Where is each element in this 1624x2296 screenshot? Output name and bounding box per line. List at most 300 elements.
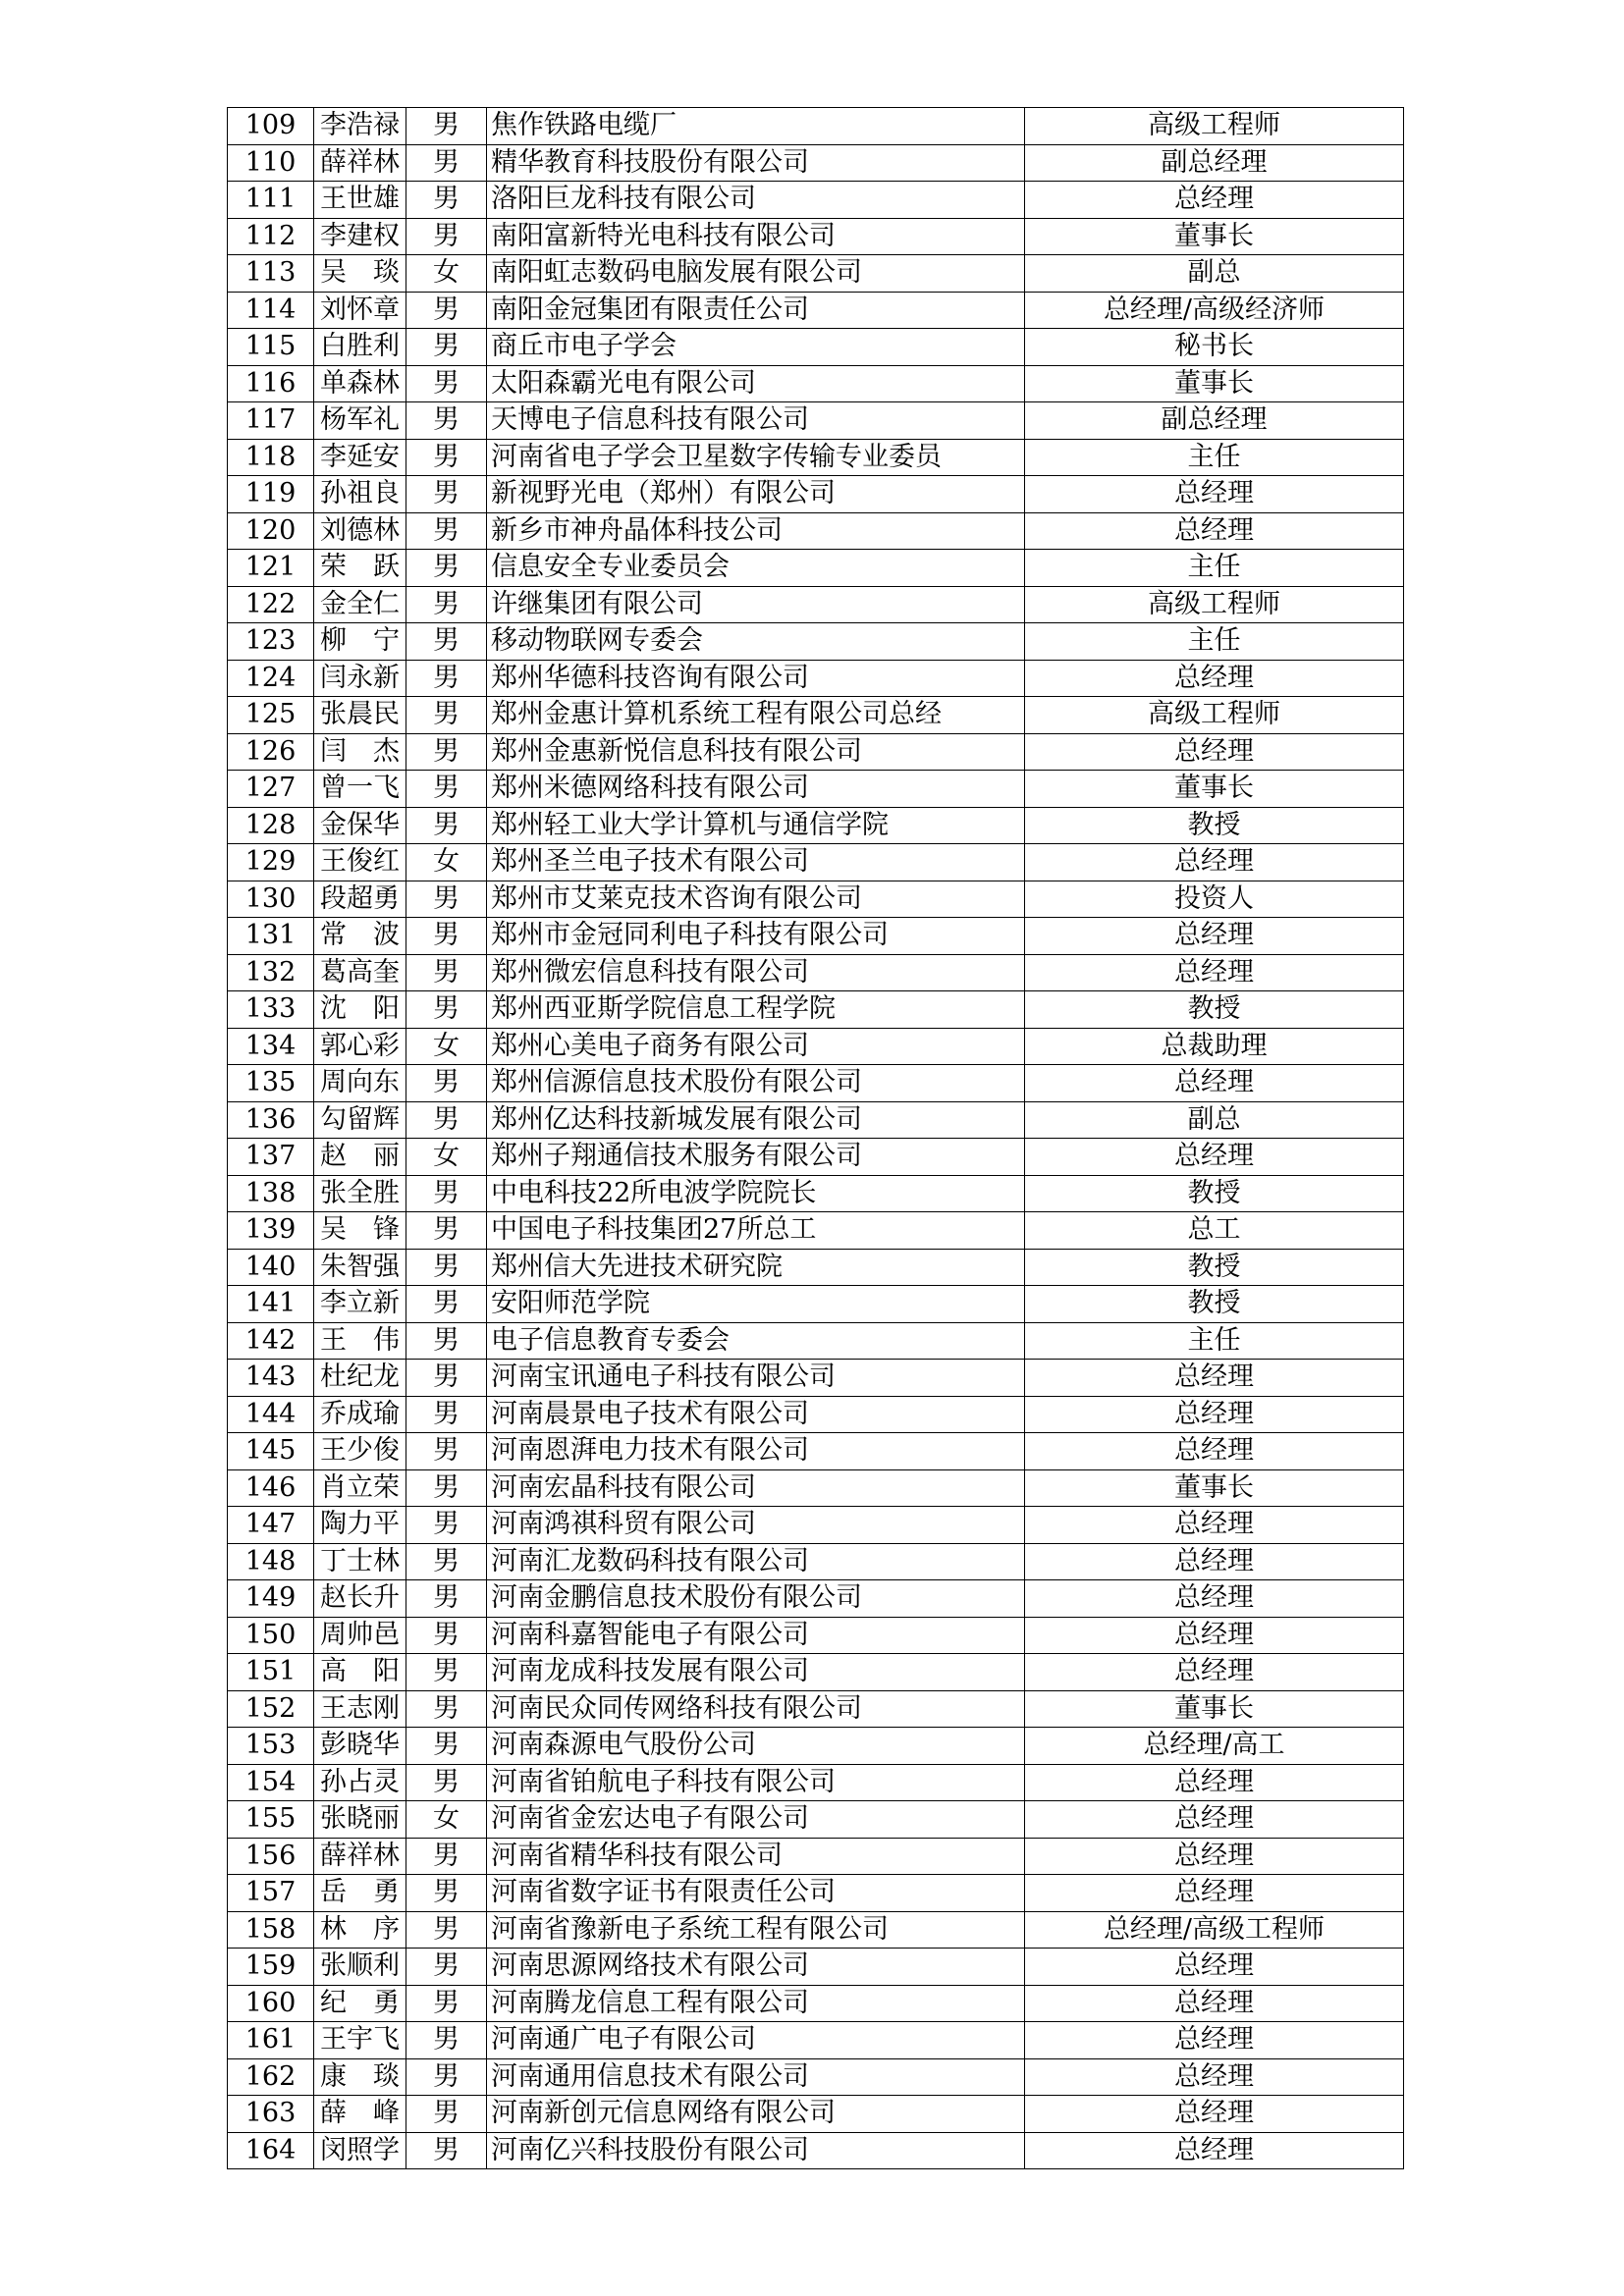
member-organization: 南阳虹志数码电脑发展有限公司 (487, 255, 1025, 293)
member-name: 王少俊 (314, 1433, 406, 1470)
member-gender: 男 (406, 2096, 487, 2133)
member-gender: 男 (406, 1728, 487, 1765)
row-number: 159 (228, 1949, 314, 1986)
row-number: 155 (228, 1801, 314, 1839)
table-row (228, 1396, 1404, 1433)
table-row (228, 807, 1404, 844)
row-number: 113 (228, 255, 314, 293)
member-name: 孙占灵 (314, 1764, 406, 1801)
member-name: 曾一飞 (314, 771, 406, 808)
member-title: 教授 (1025, 991, 1404, 1029)
member-gender: 男 (406, 144, 487, 182)
row-number: 145 (228, 1433, 314, 1470)
member-name: 康 琰 (314, 2058, 406, 2096)
member-gender: 男 (406, 1911, 487, 1949)
table-row (228, 292, 1404, 329)
member-name: 李延安 (314, 439, 406, 476)
row-number: 138 (228, 1175, 314, 1212)
member-title: 教授 (1025, 1249, 1404, 1286)
table-row (228, 1507, 1404, 1544)
table-row (228, 144, 1404, 182)
member-gender: 女 (406, 1139, 487, 1176)
member-name: 赵 丽 (314, 1139, 406, 1176)
table-row (228, 218, 1404, 255)
member-organization: 郑州信大先进技术研究院 (487, 1249, 1025, 1286)
table-row (228, 402, 1404, 440)
table-row (228, 991, 1404, 1029)
table-row (228, 1249, 1404, 1286)
member-title: 教授 (1025, 1175, 1404, 1212)
member-name: 沈 阳 (314, 991, 406, 1029)
row-number: 111 (228, 182, 314, 219)
row-number: 149 (228, 1580, 314, 1618)
member-organization: 河南省精华科技有限公司 (487, 1838, 1025, 1875)
member-name: 张全胜 (314, 1175, 406, 1212)
member-title: 总经理 (1025, 1875, 1404, 1912)
member-title: 总经理/高级经济师 (1025, 292, 1404, 329)
table-row (228, 1764, 1404, 1801)
member-gender: 男 (406, 1360, 487, 1397)
member-title: 总经理 (1025, 476, 1404, 513)
table-row (228, 1617, 1404, 1654)
row-number: 152 (228, 1690, 314, 1728)
member-name: 常 波 (314, 918, 406, 955)
table-row (228, 1101, 1404, 1139)
member-gender: 男 (406, 807, 487, 844)
member-organization: 信息安全专业委员会 (487, 550, 1025, 587)
row-number: 127 (228, 771, 314, 808)
member-organization: 郑州金惠新悦信息科技有限公司 (487, 733, 1025, 771)
member-title: 董事长 (1025, 1690, 1404, 1728)
row-number: 130 (228, 881, 314, 918)
member-title: 总经理 (1025, 1396, 1404, 1433)
member-organization: 河南思源网络技术有限公司 (487, 1949, 1025, 1986)
member-gender: 男 (406, 1764, 487, 1801)
row-number: 126 (228, 733, 314, 771)
table-row (228, 2096, 1404, 2133)
member-organization: 河南省豫新电子系统工程有限公司 (487, 1911, 1025, 1949)
member-organization: 河南鸿祺科贸有限公司 (487, 1507, 1025, 1544)
member-name: 朱智强 (314, 1249, 406, 1286)
row-number: 110 (228, 144, 314, 182)
table-row (228, 1360, 1404, 1397)
row-number: 121 (228, 550, 314, 587)
table-row (228, 365, 1404, 402)
row-number: 161 (228, 2022, 314, 2059)
member-organization: 河南省数字证书有限责任公司 (487, 1875, 1025, 1912)
member-organization: 郑州市艾莱克技术咨询有限公司 (487, 881, 1025, 918)
member-organization: 河南省电子学会卫星数字传输专业委员 (487, 439, 1025, 476)
member-name: 孙祖良 (314, 476, 406, 513)
member-organization: 郑州金惠计算机系统工程有限公司总经 (487, 697, 1025, 734)
row-number: 158 (228, 1911, 314, 1949)
table-row (228, 2022, 1404, 2059)
member-title: 总经理 (1025, 1360, 1404, 1397)
member-organization: 郑州米德网络科技有限公司 (487, 771, 1025, 808)
member-gender: 男 (406, 1507, 487, 1544)
row-number: 163 (228, 2096, 314, 2133)
row-number: 141 (228, 1286, 314, 1323)
table-row (228, 1322, 1404, 1360)
table-row (228, 1212, 1404, 1250)
member-gender: 男 (406, 292, 487, 329)
member-name: 王俊红 (314, 844, 406, 881)
member-title: 总经理 (1025, 844, 1404, 881)
member-gender: 男 (406, 1212, 487, 1250)
member-organization: 河南金鹏信息技术股份有限公司 (487, 1580, 1025, 1618)
member-gender: 男 (406, 2132, 487, 2169)
member-title: 总经理 (1025, 1580, 1404, 1618)
member-name: 柳 宁 (314, 623, 406, 661)
member-name: 葛高奎 (314, 954, 406, 991)
member-title: 总经理 (1025, 1433, 1404, 1470)
member-name: 张晓丽 (314, 1801, 406, 1839)
row-number: 119 (228, 476, 314, 513)
row-number: 137 (228, 1139, 314, 1176)
table-row (228, 2058, 1404, 2096)
member-name: 李立新 (314, 1286, 406, 1323)
member-organization: 中电科技22所电波学院院长 (487, 1175, 1025, 1212)
member-title: 董事长 (1025, 365, 1404, 402)
member-title: 教授 (1025, 807, 1404, 844)
table-row (228, 586, 1404, 623)
row-number: 151 (228, 1654, 314, 1691)
member-name: 张顺利 (314, 1949, 406, 1986)
row-number: 153 (228, 1728, 314, 1765)
member-gender: 男 (406, 1617, 487, 1654)
row-number: 136 (228, 1101, 314, 1139)
member-gender: 女 (406, 255, 487, 293)
row-number: 122 (228, 586, 314, 623)
member-name: 周帅邑 (314, 1617, 406, 1654)
member-title: 总经理 (1025, 1139, 1404, 1176)
member-name: 纪 勇 (314, 1985, 406, 2022)
table-row (228, 108, 1404, 145)
member-gender: 男 (406, 1654, 487, 1691)
member-gender: 女 (406, 1801, 487, 1839)
member-gender: 男 (406, 1396, 487, 1433)
member-gender: 男 (406, 550, 487, 587)
member-title: 总经理 (1025, 733, 1404, 771)
row-number: 120 (228, 512, 314, 550)
table-row (228, 1175, 1404, 1212)
member-title: 总经理 (1025, 1617, 1404, 1654)
row-number: 116 (228, 365, 314, 402)
member-title: 总经理 (1025, 1654, 1404, 1691)
member-name: 薛祥林 (314, 1838, 406, 1875)
member-organization: 河南科嘉智能电子有限公司 (487, 1617, 1025, 1654)
member-organization: 太阳森霸光电有限公司 (487, 365, 1025, 402)
member-name: 白胜利 (314, 329, 406, 366)
member-name: 林 序 (314, 1911, 406, 1949)
table-row (228, 1875, 1404, 1912)
row-number: 114 (228, 292, 314, 329)
member-title: 总经理 (1025, 954, 1404, 991)
member-gender: 男 (406, 1949, 487, 1986)
member-gender: 男 (406, 991, 487, 1029)
row-number: 132 (228, 954, 314, 991)
member-organization: 河南新创元信息网络有限公司 (487, 2096, 1025, 2133)
member-name: 李建权 (314, 218, 406, 255)
row-number: 150 (228, 1617, 314, 1654)
row-number: 139 (228, 1212, 314, 1250)
member-title: 高级工程师 (1025, 108, 1404, 145)
member-title: 主任 (1025, 550, 1404, 587)
member-organization: 郑州轻工业大学计算机与通信学院 (487, 807, 1025, 844)
table-row (228, 1838, 1404, 1875)
member-name: 刘德林 (314, 512, 406, 550)
row-number: 129 (228, 844, 314, 881)
member-name: 王宇飞 (314, 2022, 406, 2059)
member-name: 彭晓华 (314, 1728, 406, 1765)
row-number: 117 (228, 402, 314, 440)
member-organization: 南阳富新特光电科技有限公司 (487, 218, 1025, 255)
table-row (228, 1433, 1404, 1470)
table-row (228, 439, 1404, 476)
member-name: 闫 杰 (314, 733, 406, 771)
member-name: 岳 勇 (314, 1875, 406, 1912)
member-title: 总经理 (1025, 1985, 1404, 2022)
member-gender: 男 (406, 1101, 487, 1139)
member-organization: 移动物联网专委会 (487, 623, 1025, 661)
member-title: 副总 (1025, 1101, 1404, 1139)
row-number: 140 (228, 1249, 314, 1286)
member-title: 副总经理 (1025, 402, 1404, 440)
table-row (228, 623, 1404, 661)
member-title: 总经理 (1025, 182, 1404, 219)
member-organization: 河南通广电子有限公司 (487, 2022, 1025, 2059)
row-number: 128 (228, 807, 314, 844)
member-title: 总经理 (1025, 2096, 1404, 2133)
member-title: 高级工程师 (1025, 697, 1404, 734)
member-organization: 河南腾龙信息工程有限公司 (487, 1985, 1025, 2022)
member-organization: 安阳师范学院 (487, 1286, 1025, 1323)
row-number: 131 (228, 918, 314, 955)
member-organization: 河南宏晶科技有限公司 (487, 1469, 1025, 1507)
member-name: 周向东 (314, 1065, 406, 1102)
member-title: 总经理 (1025, 1838, 1404, 1875)
table-row (228, 733, 1404, 771)
table-row (228, 476, 1404, 513)
member-gender: 男 (406, 1985, 487, 2022)
member-gender: 男 (406, 623, 487, 661)
member-gender: 男 (406, 1322, 487, 1360)
table-row (228, 1985, 1404, 2022)
row-number: 146 (228, 1469, 314, 1507)
member-gender: 男 (406, 1065, 487, 1102)
member-organization: 河南宝讯通电子科技有限公司 (487, 1360, 1025, 1397)
member-organization: 商丘市电子学会 (487, 329, 1025, 366)
member-gender: 女 (406, 844, 487, 881)
member-name: 吴 琰 (314, 255, 406, 293)
row-number: 142 (228, 1322, 314, 1360)
member-organization: 河南亿兴科技股份有限公司 (487, 2132, 1025, 2169)
member-title: 主任 (1025, 439, 1404, 476)
table-row (228, 1286, 1404, 1323)
table-row (228, 329, 1404, 366)
member-name: 段超勇 (314, 881, 406, 918)
member-name: 杜纪龙 (314, 1360, 406, 1397)
member-name: 王志刚 (314, 1690, 406, 1728)
table-row (228, 1028, 1404, 1065)
member-title: 总经理 (1025, 2022, 1404, 2059)
member-title: 教授 (1025, 1286, 1404, 1323)
table-row (228, 844, 1404, 881)
table-row (228, 512, 1404, 550)
member-name: 金全仁 (314, 586, 406, 623)
member-name: 陶力平 (314, 1507, 406, 1544)
member-title: 总经理 (1025, 512, 1404, 550)
member-gender: 男 (406, 365, 487, 402)
member-gender: 男 (406, 733, 487, 771)
member-title: 总工 (1025, 1212, 1404, 1250)
member-title: 高级工程师 (1025, 586, 1404, 623)
member-title: 董事长 (1025, 771, 1404, 808)
row-number: 115 (228, 329, 314, 366)
member-title: 副总经理 (1025, 144, 1404, 182)
row-number: 156 (228, 1838, 314, 1875)
member-gender: 男 (406, 439, 487, 476)
member-organization: 河南通用信息技术有限公司 (487, 2058, 1025, 2096)
row-number: 135 (228, 1065, 314, 1102)
member-organization: 郑州子翔通信技术服务有限公司 (487, 1139, 1025, 1176)
table-row (228, 1690, 1404, 1728)
row-number: 147 (228, 1507, 314, 1544)
member-name: 薛 峰 (314, 2096, 406, 2133)
member-name: 薛祥林 (314, 144, 406, 182)
member-organization: 郑州圣兰电子技术有限公司 (487, 844, 1025, 881)
row-number: 160 (228, 1985, 314, 2022)
table-row (228, 550, 1404, 587)
member-organization: 新视野光电（郑州）有限公司 (487, 476, 1025, 513)
member-name: 闫永新 (314, 660, 406, 697)
member-name: 勾留辉 (314, 1101, 406, 1139)
member-rows (228, 108, 1404, 2169)
member-name: 张晨民 (314, 697, 406, 734)
member-title: 总经理 (1025, 1507, 1404, 1544)
member-gender: 男 (406, 476, 487, 513)
member-title: 副总 (1025, 255, 1404, 293)
member-gender: 男 (406, 182, 487, 219)
table-row (228, 1949, 1404, 1986)
row-number: 125 (228, 697, 314, 734)
member-gender: 男 (406, 881, 487, 918)
member-organization: 郑州市金冠同利电子科技有限公司 (487, 918, 1025, 955)
member-organization: 河南汇龙数码科技有限公司 (487, 1543, 1025, 1580)
member-gender: 男 (406, 1543, 487, 1580)
table-row (228, 1654, 1404, 1691)
member-name: 赵长升 (314, 1580, 406, 1618)
member-title: 总经理 (1025, 2058, 1404, 2096)
row-number: 144 (228, 1396, 314, 1433)
row-number: 123 (228, 623, 314, 661)
row-number: 162 (228, 2058, 314, 2096)
member-name: 李浩禄 (314, 108, 406, 145)
member-title: 投资人 (1025, 881, 1404, 918)
row-number: 124 (228, 660, 314, 697)
table-row (228, 660, 1404, 697)
member-name: 刘怀章 (314, 292, 406, 329)
member-organization: 郑州信源信息技术股份有限公司 (487, 1065, 1025, 1102)
row-number: 164 (228, 2132, 314, 2169)
member-gender: 男 (406, 2058, 487, 2096)
row-number: 143 (228, 1360, 314, 1397)
member-name: 肖立荣 (314, 1469, 406, 1507)
member-gender: 男 (406, 1249, 487, 1286)
member-title: 总经理 (1025, 660, 1404, 697)
row-number: 134 (228, 1028, 314, 1065)
member-name: 荣 跃 (314, 550, 406, 587)
row-number: 118 (228, 439, 314, 476)
member-gender: 男 (406, 402, 487, 440)
member-organization: 中国电子科技集团27所总工 (487, 1212, 1025, 1250)
member-gender: 男 (406, 1580, 487, 1618)
table-row (228, 918, 1404, 955)
row-number: 109 (228, 108, 314, 145)
member-organization: 新乡市神舟晶体科技公司 (487, 512, 1025, 550)
row-number: 148 (228, 1543, 314, 1580)
member-organization: 河南省金宏达电子有限公司 (487, 1801, 1025, 1839)
member-gender: 男 (406, 1469, 487, 1507)
member-organization: 天博电子信息科技有限公司 (487, 402, 1025, 440)
row-number: 133 (228, 991, 314, 1029)
member-name: 丁士林 (314, 1543, 406, 1580)
member-title: 总经理 (1025, 1764, 1404, 1801)
member-organization: 河南恩湃电力技术有限公司 (487, 1433, 1025, 1470)
member-organization: 精华教育科技股份有限公司 (487, 144, 1025, 182)
table-row (228, 1801, 1404, 1839)
member-organization: 郑州微宏信息科技有限公司 (487, 954, 1025, 991)
table-row (228, 1911, 1404, 1949)
row-number: 154 (228, 1764, 314, 1801)
member-organization: 河南晨景电子技术有限公司 (487, 1396, 1025, 1433)
table-row (228, 954, 1404, 991)
member-title: 秘书长 (1025, 329, 1404, 366)
member-name: 高 阳 (314, 1654, 406, 1691)
member-name: 乔成瑜 (314, 1396, 406, 1433)
member-name: 吴 锋 (314, 1212, 406, 1250)
member-gender: 男 (406, 108, 487, 145)
member-gender: 男 (406, 1286, 487, 1323)
row-number: 157 (228, 1875, 314, 1912)
member-gender: 男 (406, 2022, 487, 2059)
member-organization: 河南民众同传网络科技有限公司 (487, 1690, 1025, 1728)
member-title: 总经理 (1025, 2132, 1404, 2169)
member-gender: 男 (406, 954, 487, 991)
member-gender: 男 (406, 586, 487, 623)
table-row (228, 1728, 1404, 1765)
member-gender: 男 (406, 512, 487, 550)
member-gender: 男 (406, 1690, 487, 1728)
table-row (228, 1139, 1404, 1176)
member-name: 闵照学 (314, 2132, 406, 2169)
member-organization: 许继集团有限公司 (487, 586, 1025, 623)
member-organization: 郑州华德科技咨询有限公司 (487, 660, 1025, 697)
table-row (228, 255, 1404, 293)
member-title: 总裁助理 (1025, 1028, 1404, 1065)
member-organization: 河南省铂航电子科技有限公司 (487, 1764, 1025, 1801)
member-organization: 河南森源电气股份公司 (487, 1728, 1025, 1765)
member-title: 总经理/高工 (1025, 1728, 1404, 1765)
member-gender: 男 (406, 1433, 487, 1470)
member-gender: 男 (406, 1175, 487, 1212)
table-row (228, 1580, 1404, 1618)
table-row (228, 1469, 1404, 1507)
member-organization: 电子信息教育专委会 (487, 1322, 1025, 1360)
member-gender: 男 (406, 697, 487, 734)
member-organization: 洛阳巨龙科技有限公司 (487, 182, 1025, 219)
table-row (228, 1543, 1404, 1580)
